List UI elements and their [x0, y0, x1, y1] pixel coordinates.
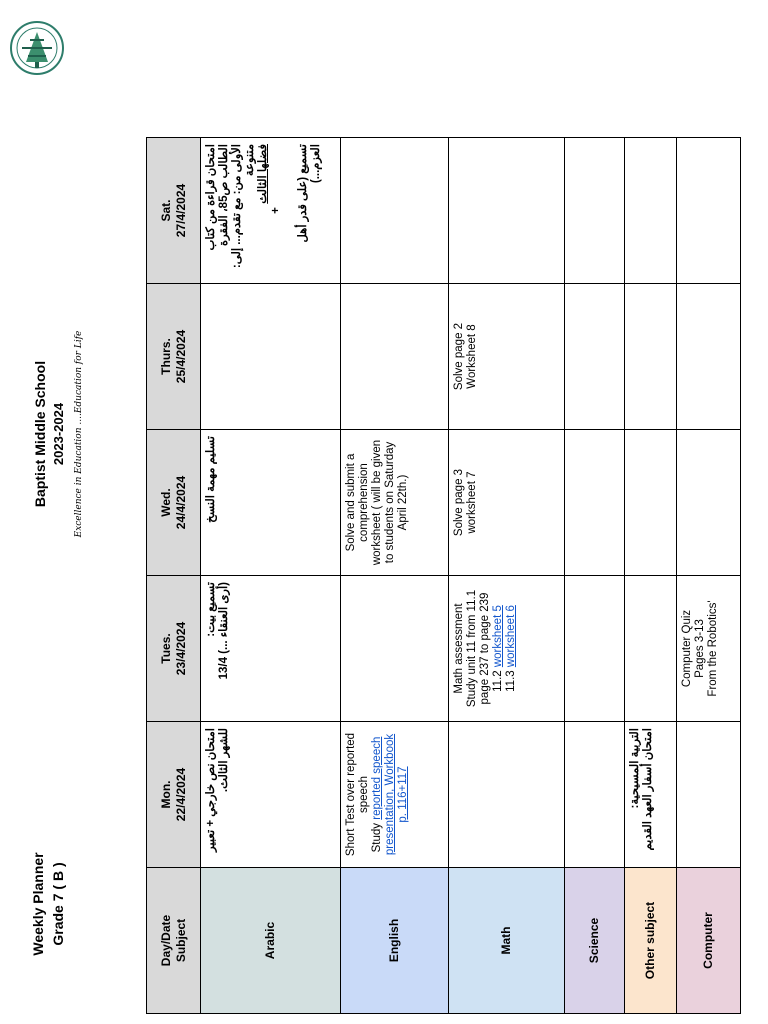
math-wed-line1: Solve page 3: [453, 468, 465, 537]
computer-tue-line3: From the Robotics': [707, 600, 719, 697]
math-thu-line2: Worksheet 8: [466, 324, 478, 389]
english-mon-study: Study: [371, 822, 383, 853]
other-thu: [625, 284, 677, 430]
day-date: 25/4/2024: [173, 329, 188, 384]
subject-other: Other subject: [625, 868, 677, 1014]
day-name: Wed.: [158, 488, 173, 517]
science-mon: [565, 722, 625, 868]
english-mon: [341, 722, 449, 868]
day-header-mon: [147, 722, 201, 868]
day-name: Mon.: [158, 780, 173, 809]
arabic-sat-plus: +: [270, 207, 282, 214]
grade-label: Grade 7 ( B ): [50, 862, 66, 946]
subject-computer: Computer: [677, 868, 741, 1014]
other-mon-line2: امتحان أسفار العهد القديم: [642, 728, 654, 851]
math-thu: [449, 284, 565, 430]
school-name: Baptist Middle School: [32, 360, 48, 508]
other-mon: [625, 722, 677, 868]
table-header-row: [147, 138, 201, 1014]
subject-math: Math: [449, 868, 565, 1014]
english-thu: [341, 284, 449, 430]
math-tue: [449, 576, 565, 722]
arabic-tue-line2: (أرى العنقاء ...) 13/4: [218, 582, 230, 680]
row-other: [625, 138, 677, 1014]
english-mon-link[interactable]: reported speech presentation, Workbook p. 116+117: [371, 733, 409, 856]
day-date: 27/4/2024: [173, 183, 188, 238]
weekly-planner-table: [146, 137, 741, 1014]
subject-science: Science: [565, 868, 625, 1014]
row-math: [449, 138, 565, 1014]
day-date: 23/4/2024: [173, 621, 188, 676]
corner-cell: [147, 868, 201, 1014]
other-tue: [625, 576, 677, 722]
computer-tue: [677, 576, 741, 722]
english-tue: [341, 576, 449, 722]
math-sat: [449, 138, 565, 284]
day-header-tue: [147, 576, 201, 722]
subject-arabic: Arabic: [201, 868, 341, 1014]
day-header-wed: [147, 430, 201, 576]
science-tue: [565, 576, 625, 722]
computer-thu: [677, 284, 741, 430]
school-motto: Excellence in Education ....Education for Life: [74, 330, 84, 538]
math-wed: [449, 430, 565, 576]
computer-tue-line2: Pages 3-13: [694, 619, 706, 678]
math-tue-113: 11.3: [505, 670, 517, 692]
row-arabic: [201, 138, 341, 1014]
other-wed: [625, 430, 677, 576]
computer-sat: [677, 138, 741, 284]
corner-day-date: Day/Date: [158, 914, 173, 967]
math-mon: [449, 722, 565, 868]
computer-wed: [677, 430, 741, 576]
row-computer: [677, 138, 741, 1014]
math-tue-line1: Math assessment: [453, 603, 465, 694]
day-date: 24/4/2024: [173, 475, 188, 530]
arabic-sat-line2: فضلها الثالث: [257, 144, 269, 204]
worksheet-5-link[interactable]: worksheet 5: [492, 605, 504, 668]
math-wed-line2: worksheet 7: [466, 471, 478, 534]
day-header-thu: [147, 284, 201, 430]
science-sat: [565, 138, 625, 284]
english-sat: [341, 138, 449, 284]
math-tue-112: 11.2: [492, 670, 504, 692]
day-name: Sat.: [158, 199, 173, 222]
other-mon-line1: التربية المسيحية:: [629, 728, 641, 809]
corner-subject: Subject: [173, 918, 188, 963]
english-mon-text: Short Test over reported speech: [345, 732, 370, 857]
arabic-wed: تسليم مهمة النسخ: [201, 430, 341, 576]
arabic-mon: امتحان نص خارجي + تعبير للشهر الثالث.: [201, 722, 341, 868]
math-thu-line1: Solve page 2: [453, 322, 465, 391]
subject-english: English: [341, 868, 449, 1014]
school-year: 2023-2024: [51, 402, 66, 466]
science-wed: [565, 430, 625, 576]
math-tue-line2: Study unit 11 from 11.1 page 237 to page 239: [466, 589, 491, 708]
row-science: [565, 138, 625, 1014]
english-wed: Solve and submit a comprehension worksheet ( will be given to students on Saturday April 22th.): [341, 430, 449, 576]
day-name: Thurs.: [158, 338, 173, 375]
row-english: [341, 138, 449, 1014]
worksheet-6-link[interactable]: worksheet 6: [505, 605, 517, 668]
arabic-sat: [201, 138, 341, 284]
day-name: Tues.: [158, 633, 173, 664]
planner-header: [28, 814, 68, 994]
arabic-sat-line4: تسميع (على قدر أهل العزم...): [297, 144, 322, 243]
computer-tue-line1: Computer Quiz: [681, 609, 693, 688]
arabic-tue: [201, 576, 341, 722]
arabic-thu: [201, 284, 341, 430]
computer-mon: [677, 722, 741, 868]
planner-title: Weekly Planner: [30, 852, 46, 956]
day-date: 22/4/2024: [173, 767, 188, 822]
day-header-sat: [147, 138, 201, 284]
arabic-tue-line1: تسميع بيت:: [205, 582, 217, 637]
arabic-sat-line1: امتحان قراءة من كتاب الطالب ص85، الفقرة الأولى من: مع تقدم... إلى: متنوعة: [205, 144, 256, 269]
science-thu: [565, 284, 625, 430]
other-sat: [625, 138, 677, 284]
school-header: [30, 244, 86, 624]
